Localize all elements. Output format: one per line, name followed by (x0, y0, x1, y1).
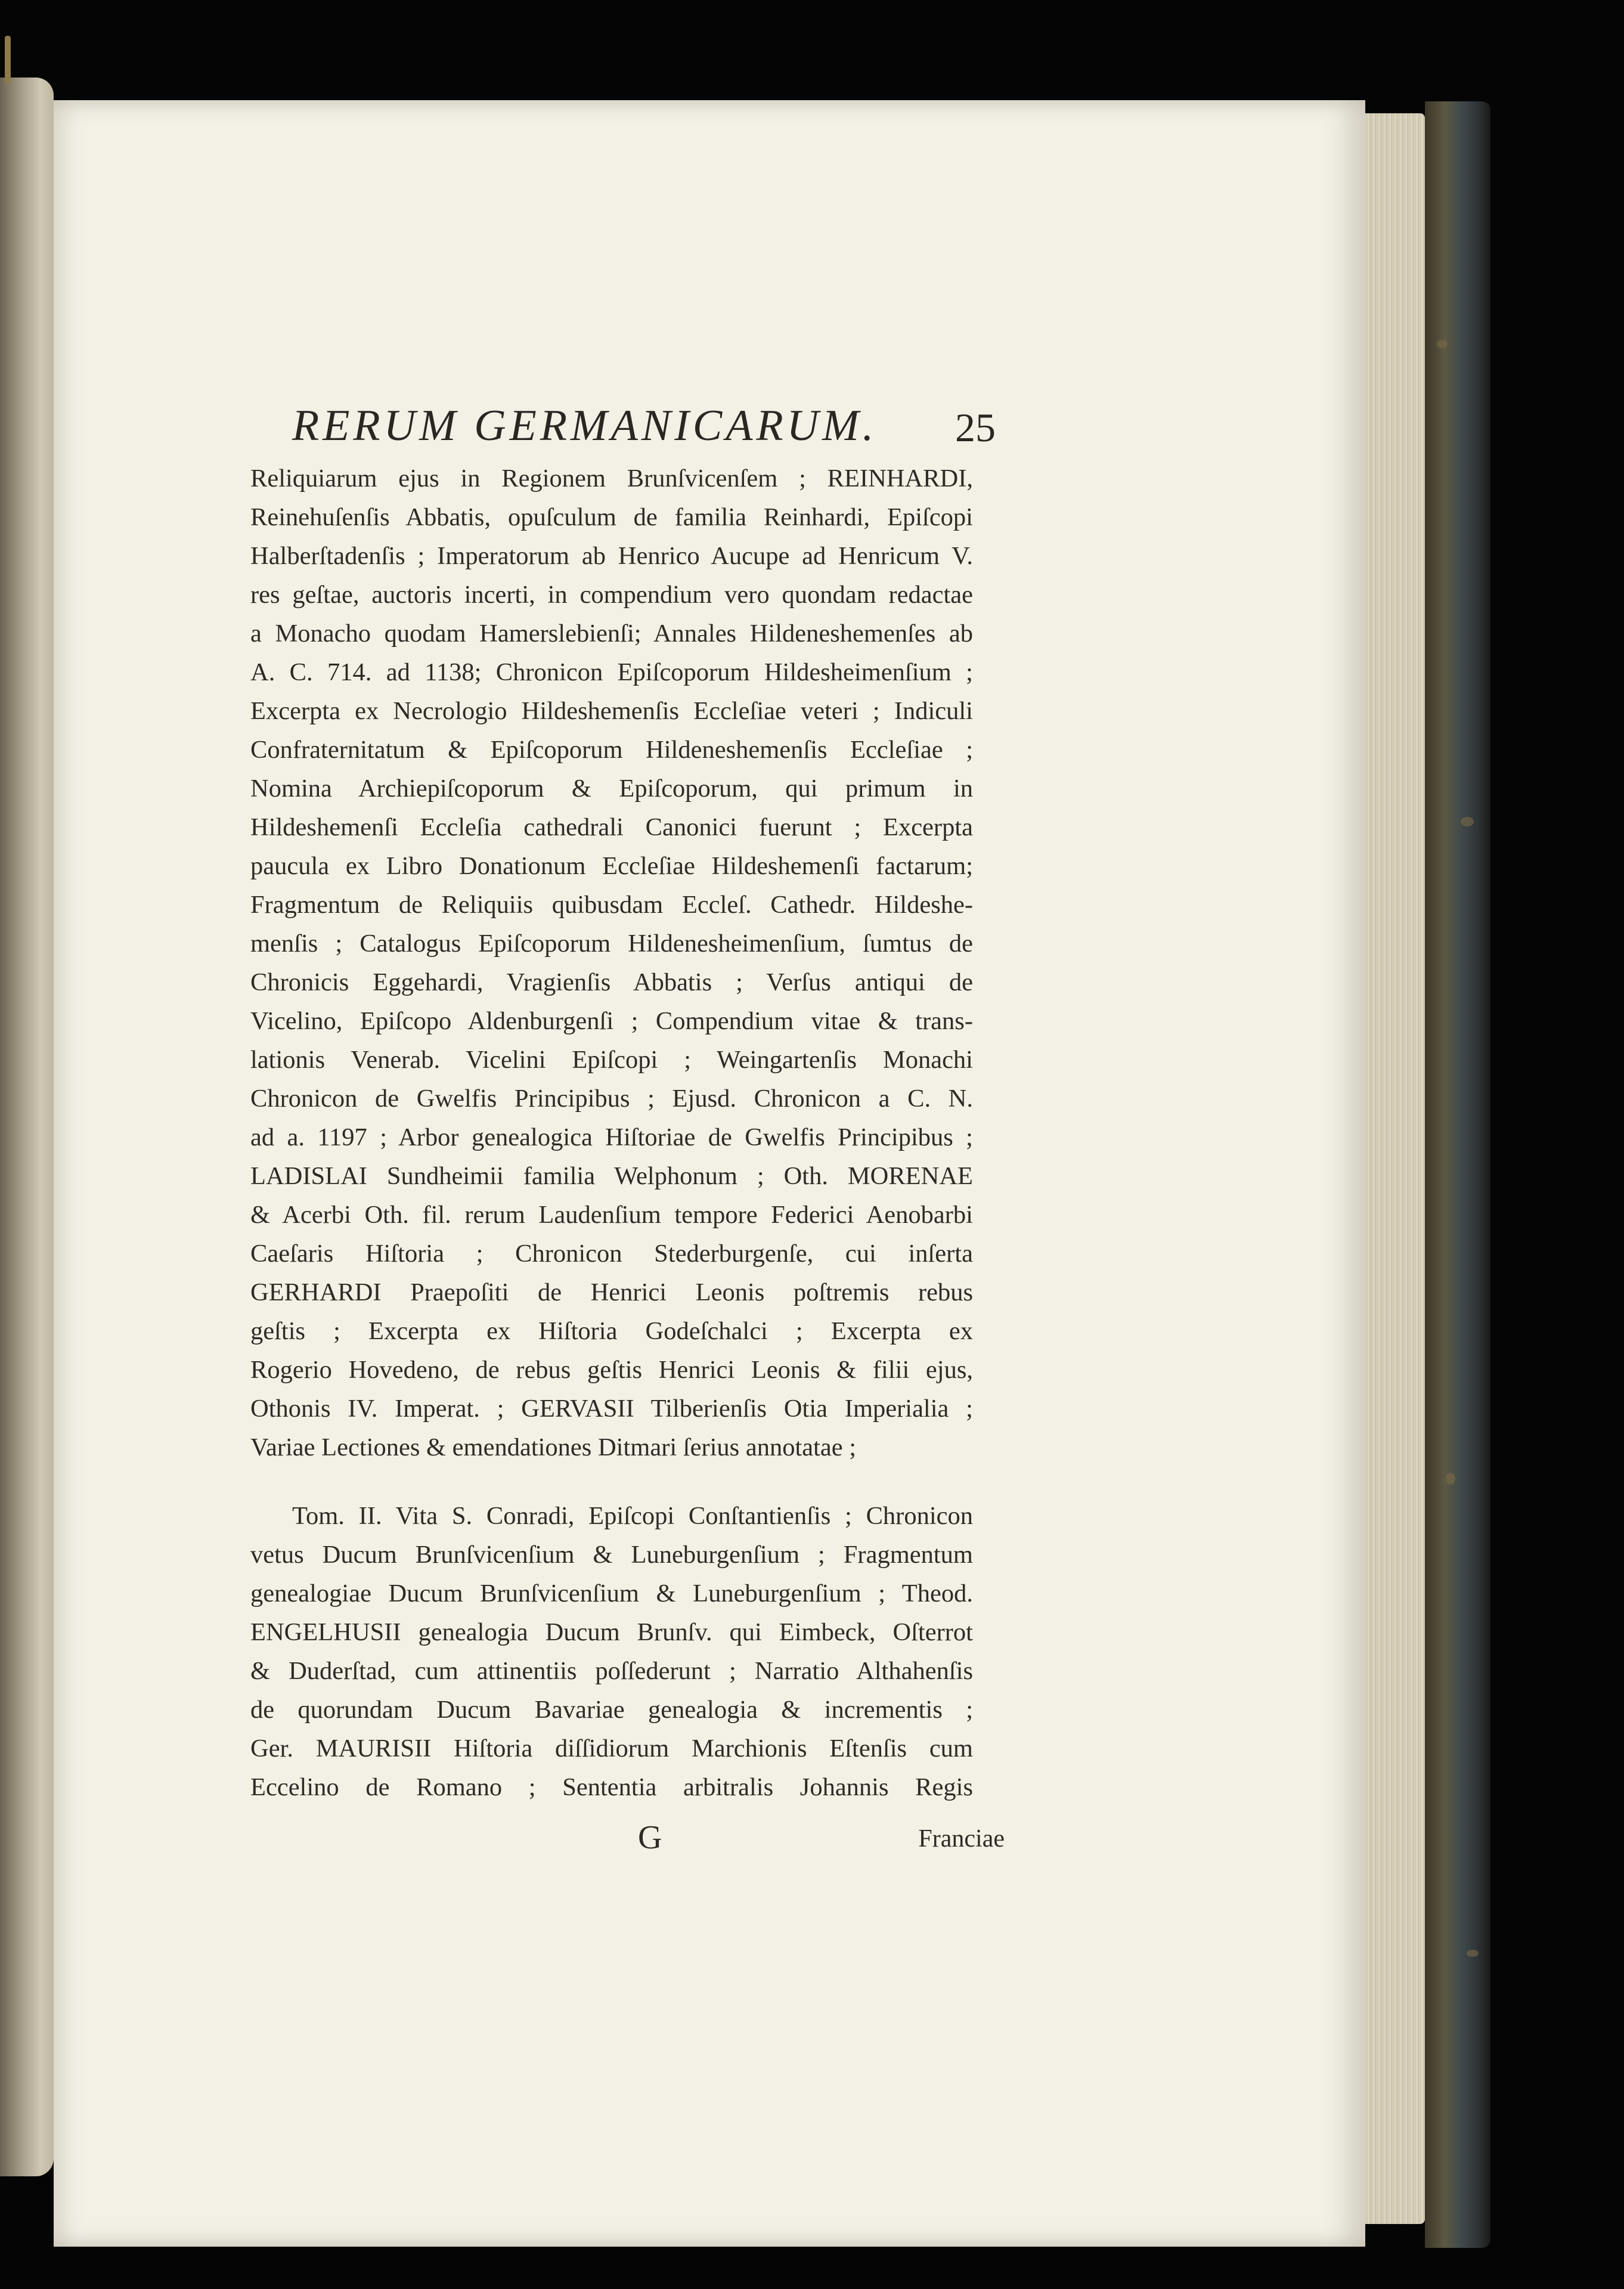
text-line: Fragmentum de Reliquiis quibusdam Eccleſ. Cathedr. Hildeshe- (250, 891, 973, 919)
text-line: Halberſtadenſis ; Imperatorum ab Henrico Aucupe ad Henricum V. (250, 542, 973, 570)
text-line: Excerpta ex Necrologio Hildeshemenſis Eccleſiae veteri ; Indiculi (250, 697, 973, 725)
text-line: A. C. 714. ad 1138; Chronicon Epiſcoporum Hildesheimenſium ; (250, 658, 973, 686)
cover-wear-mark (1461, 817, 1474, 826)
text-line: & Duderſtad, cum attinentiis poſſederunt ; Narratio Althahenſis (250, 1657, 973, 1685)
text-line: GERHARDI Praepoſiti de Henrici Leonis poſtremis rebus (250, 1278, 973, 1306)
text-line: Othonis IV. Imperat. ; GERVASII Tilberienſis Otia Imperialia ; (250, 1395, 973, 1423)
body-text (250, 459, 973, 1807)
text-line: Vicelino, Epiſcopo Aldenburgenſi ; Compendium vitae & trans- (250, 1007, 973, 1035)
text-line: Chronicis Eggehardi, Vragienſis Abbatis ; Verſus antiqui de (250, 968, 973, 996)
text-line: Reliquiarum ejus in Regionem Brunſvicenſem ; REINHARDI, (250, 464, 973, 493)
signature-mark: G (638, 1819, 662, 1856)
page-block-edges (1365, 113, 1425, 2224)
text-line: & Acerbi Oth. fil. rerum Laudenſium tempore Federici Aenobarbi (250, 1201, 973, 1229)
text-line: Chronicon de Gwelfis Principibus ; Ejusd. Chronicon a C. N. (250, 1085, 973, 1113)
left-page-edge (0, 78, 54, 2176)
text-line: a Monacho quodam Hamerslebienſi; Annales Hildeneshemenſes ab (250, 620, 973, 648)
cover-wear-mark (1437, 340, 1448, 348)
text-line: Ger. MAURISII Hiſtoria diſſidiorum Marchionis Eſtenſis cum (250, 1734, 973, 1763)
text-line: vetus Ducum Brunſvicenſium & Luneburgenſium ; Fragmentum (250, 1541, 973, 1569)
text-line: Caeſaris Hiſtoria ; Chronicon Stederburgenſe, cui inſerta (250, 1240, 973, 1268)
page-header (292, 401, 996, 466)
text-line: Nomina Archiepiſcoporum & Epiſcoporum, qui primum in (250, 775, 973, 803)
text-line: de quorundam Ducum Bavariae genealogia & incrementis ; (250, 1696, 973, 1724)
text-line: Variae Lectiones & emendationes Ditmari ſerius annotatae ; (250, 1433, 857, 1461)
page-footer (250, 1819, 1005, 1860)
text-line: Tom. II. Vita S. Conradi, Epiſcopi Conſtantienſis ; Chronicon (292, 1502, 973, 1530)
text-line: LADISLAI Sundheimii familia Welphonum ; Oth. MORENAE (250, 1162, 973, 1190)
text-line: genealogiae Ducum Brunſvicenſium & Luneburgenſium ; Theod. (250, 1579, 973, 1607)
binding-thread (5, 36, 11, 83)
paragraph-gap (250, 1467, 973, 1497)
book-cover-edge (1425, 101, 1490, 2248)
catchword: Franciae (918, 1825, 1005, 1853)
text-line: ad a. 1197 ; Arbor genealogica Hiſtoriae de Gwelfis Principibus ; (250, 1123, 973, 1151)
text-line: Reinehuſenſis Abbatis, opuſculum de familia Reinhardi, Epiſcopi (250, 503, 973, 531)
text-line: Hildeshemenſi Eccleſia cathedrali Canonici fuerunt ; Excerpta (250, 813, 973, 841)
text-line: geſtis ; Excerpta ex Hiſtoria Godeſchalci ; Excerpta ex (250, 1317, 973, 1345)
cover-wear-mark (1467, 1950, 1479, 1957)
running-head: RERUM GERMANICARUM. (292, 401, 878, 450)
paragraph-tom-i (250, 459, 973, 1467)
text-line: paucula ex Libro Donationum Eccleſiae Hildeshemenſi factarum; (250, 852, 973, 880)
paragraph-tom-ii (250, 1497, 973, 1807)
text-line: Rogerio Hovedeno, de rebus geſtis Henrici Leonis & filii ejus, (250, 1356, 973, 1384)
text-line: menſis ; Catalogus Epiſcoporum Hildenesheimenſium, ſumtus de (250, 930, 973, 958)
page-number: 25 (955, 405, 996, 450)
text-line: Confraternitatum & Epiſcoporum Hildeneshemenſis Eccleſiae ; (250, 736, 973, 764)
text-line: lationis Venerab. Vicelini Epiſcopi ; Weingartenſis Monachi (250, 1046, 973, 1074)
text-line: ENGELHUSII genealogia Ducum Brunſv. qui Eimbeck, Oſterrot (250, 1618, 973, 1646)
text-line: res geſtae, auctoris incerti, in compendium vero quondam redactae (250, 581, 973, 609)
text-line: Eccelino de Romano ; Sententia arbitralis Johannis Regis (250, 1773, 973, 1801)
cover-wear-mark (1446, 1473, 1455, 1485)
